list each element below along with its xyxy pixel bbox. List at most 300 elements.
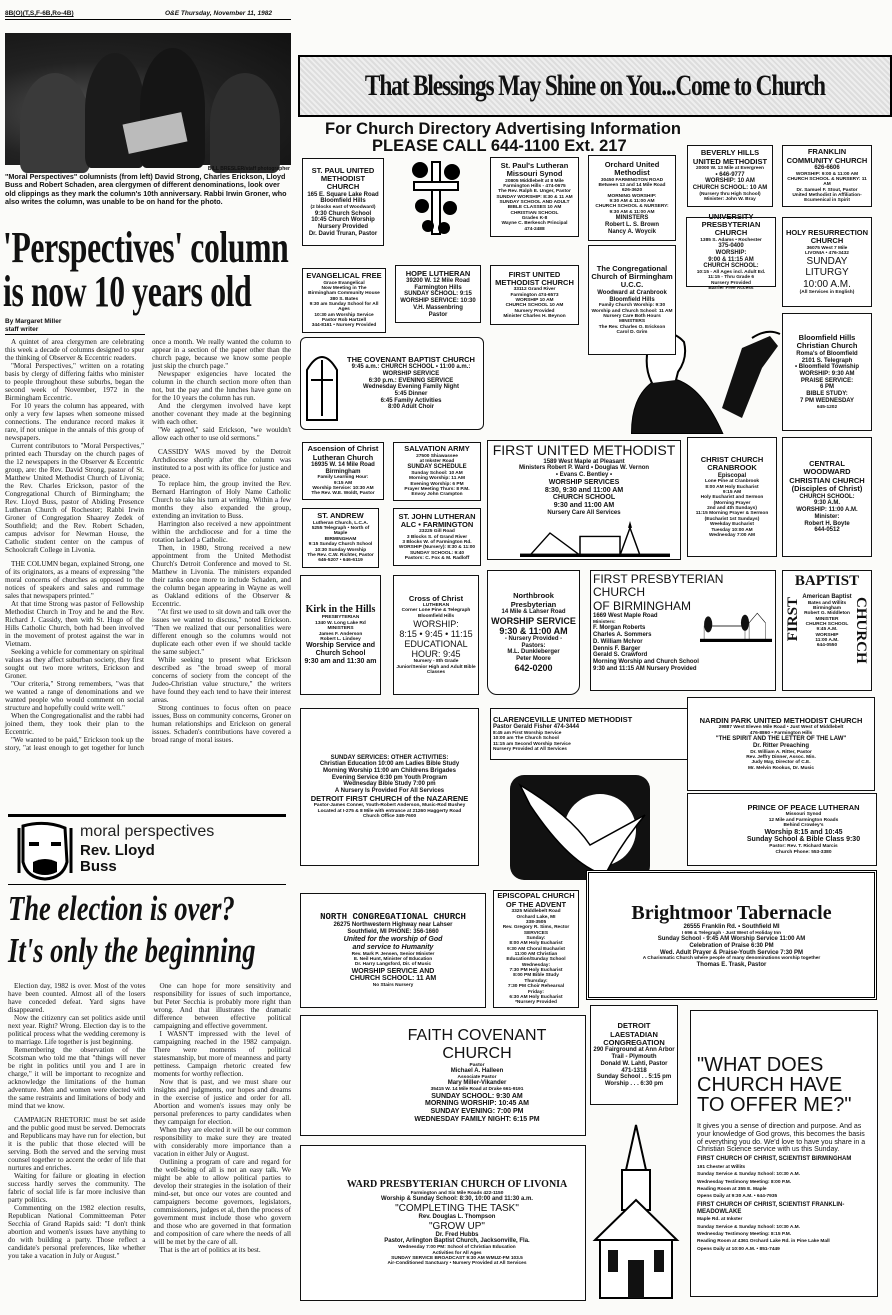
church-listing-st-andrew xyxy=(302,508,379,568)
church-listing-hope-lutheran xyxy=(395,265,481,323)
church-listing-st-john-lutheran xyxy=(393,508,481,566)
listing-detail: 14 Mile & Lahser Road xyxy=(501,608,566,615)
listing-detail: Wednesday Evening Family Night xyxy=(363,384,459,391)
article-paragraph: Election day, 1982 is over. Most of the votes have been counted. Almost all of the losers have conceded defeat. Yard signs have disappeared. xyxy=(8,982,146,1014)
listing-fine: 35415 W. 14 Mile Road at Drake 661-9191 xyxy=(430,1087,524,1093)
listing-fine: CHURCH SCHOOL xyxy=(805,621,849,627)
article-paragraph: Remembering the observation of the Scotsman who told me that "things will never be right in politics until you and I are in charge," it will be important to recognize and acknowledge the limitations of the human adventure. Men and women were elected with the same restraints and limitations of body and mind that we know. xyxy=(8,1046,146,1110)
listing-fine: 11:15 - Thru Grade 6 xyxy=(707,275,755,281)
listing-detail: 644-0512 xyxy=(814,527,840,534)
listing-detail: "THE SPIRIT AND THE LETTER OF THE LAW" xyxy=(715,736,847,743)
listing-detail: 8:00 Adult Choir xyxy=(387,404,435,411)
listing-big: FAITH COVENANT CHURCH xyxy=(407,1027,547,1063)
listing-fine: 9:30 AM & 11:00 AM xyxy=(609,198,655,204)
listing-fine: CHURCH SCHOOL 10 AM xyxy=(505,303,564,309)
listing-fine: 646-5207 • 646-6119 xyxy=(318,558,363,564)
listing-fine: Carol D. Grim xyxy=(616,330,648,336)
listing-detail: 290 Fairground at Ann Arbor Trail - Plymouth xyxy=(593,1047,675,1061)
listing-detail: 6:45 Family Activities xyxy=(380,397,442,404)
listing-fine: 9:30 AM & 11:00 AM xyxy=(609,209,655,215)
listing-detail: M.L. Dunkleberger xyxy=(507,649,560,656)
listing-detail: Dennis F. Barger xyxy=(593,645,641,652)
listing-detail: 375-0400 xyxy=(718,243,744,250)
photo-caption: "Moral Perspectives" columnists (from left) David Strong, Charles Erickson, Lloyd Buss and Robert Schaden, area clergymen of different denominations, look over old clippings as they mark the column's 10th anniversary. Rabbi Irwin Groner, who also writes the column, was unable to be on hand for the photo. xyxy=(5,172,287,206)
listing-fine: The Rev. Charles O. Erickson xyxy=(598,324,666,330)
listing-name: CHRIST CHURCH CRANBROOK xyxy=(700,454,764,473)
listing-service: MORNING WORSHIP: 10:45 AM xyxy=(425,1100,529,1108)
listing-name: NORTH CONGREGATIONAL CHURCH xyxy=(320,912,466,923)
listing-fine: Evening Worship: 6 PM xyxy=(410,481,464,487)
listing-fine: Ministers: xyxy=(593,620,616,626)
listing-fine: 10:00 am The Church School xyxy=(493,736,559,742)
listing-fine: I 696 & Telegraph · Just West of Holiday Inn xyxy=(681,930,782,936)
church-listing-ascension-lutheran xyxy=(302,442,384,500)
listing-detail: Evening Service 6:30 pm Youth Program xyxy=(331,774,448,781)
listing-detail: SUNDAY SCHOOL: 9:15 xyxy=(404,291,472,298)
listing-service: 8:30, 9:30 and 11:00 AM xyxy=(544,486,624,494)
listing-fine: The Rev. C.W. Richter, Pastor xyxy=(307,552,374,558)
listing-fine: E. Neil Hunt, Minister of Education xyxy=(353,956,433,962)
listing-fine: Dr. Samuel F. Stout, Pastor xyxy=(796,187,858,193)
listing-fine: The Rev. W.E. Woldt, Pastor xyxy=(311,491,375,497)
listing-detail: Bloomfield Hills xyxy=(320,198,366,205)
listing-detail: Celebration of Praise 6:30 PM xyxy=(689,942,774,949)
church-listing-north-congregational xyxy=(300,893,486,1008)
column-headline-line2: It's only the beginning xyxy=(8,931,256,970)
listing-name: CLARENCEVILLE UNITED METHODIST xyxy=(493,714,633,724)
listing-fine: 36075 West 7 Mile xyxy=(806,245,848,251)
listing-detail: V.H. Massenbring xyxy=(413,304,463,311)
article-paragraph: When the Congregationalist and the rabbi had joined them, they took their plan to the Eccentric. xyxy=(5,712,144,736)
listing-name: Cross of Christ xyxy=(408,593,464,603)
listing-fine: 20805 Middlebelt at 8 Mile xyxy=(505,178,564,184)
listing-fine: Friday: xyxy=(528,989,544,995)
listing-detail: Roma's of Bloomfield xyxy=(796,350,858,357)
listing-fine: Pastors: C. Fox & M. Radloff xyxy=(404,556,470,562)
listing-service: CHURCH SCHOOL: 11 AM xyxy=(349,975,437,983)
listing-fine: Orchard Lake, MI xyxy=(516,914,556,920)
listing-detail: FIRST CHURCH OF CHRIST, SCIENTIST FRANKLIN-MEADOWLAKE xyxy=(697,1201,845,1215)
listing-detail: Dr. David Truran, Pastor xyxy=(308,230,378,237)
divider xyxy=(5,19,291,20)
listing-fine: Located at I-275 & 8 Mile with entrance at 21260 Haggerty Road xyxy=(317,808,462,814)
listing-fine: Junior/Senior High and Adult Bible Classes xyxy=(396,664,476,676)
listing-name: ST. ANDREW xyxy=(317,511,364,521)
listing-fine: The Rev. Ralph E. Unger, Pastor xyxy=(498,189,571,195)
listing-fine: Bates and Willits xyxy=(807,600,847,606)
listing-service: 642-0200 xyxy=(514,662,553,673)
listing-fine: CHURCH SCHOOL & NURSERY: xyxy=(595,204,669,210)
listing-fine: 8:00 PM Bible Study xyxy=(513,973,559,979)
dove-illustration xyxy=(510,775,650,880)
church-listing-central-woodward xyxy=(782,437,872,557)
listing-name: ALC • FARMINGTON xyxy=(400,519,474,529)
listing-service: WORSHIP SERVICES xyxy=(548,478,620,486)
church-listing-beverly-hills-umc xyxy=(687,145,773,207)
church-listing-brightmoor-tabernacle xyxy=(586,870,877,1000)
listing-service: 9:30 am and 11:30 am xyxy=(304,657,377,665)
listing-fine: (Eucharist 1st Sundays) xyxy=(704,516,760,522)
listing-detail: Pastor xyxy=(428,311,448,318)
listing-detail: Ministers Robert P. Ward • Douglas W. Vernon xyxy=(518,465,650,472)
page-folio: 8B(O)(T,S,F-6B,Ro-4B) xyxy=(5,10,74,17)
listing-slogan: and service to Humanity xyxy=(352,943,434,951)
article-paragraph: Commenting on the 1982 election results, Republican National Committeeman Peter Secchia of Grand Rapids said: "I don't think abortion and women's issues have anything to do with building a party. Those reflect a candidate's personal preferences, like whether you take a vacation in July or August." xyxy=(8,1204,146,1260)
article-paragraph: One can hope for more sensitivity and responsibility for issues of such importance, but Peter Secchia is probably more right than wrong. And that illustrates the dramatic difference between effective political campaigning and effective government. xyxy=(153,982,291,1030)
church-listing-detroit-laestadian xyxy=(590,1005,678,1105)
listing-service: SUNDAY EVENING: 7:00 PM xyxy=(430,1108,524,1116)
listing-fine: 8:00 AM Holy Eucharist xyxy=(705,484,759,490)
listing-detail: Charles A. Sommers xyxy=(593,632,652,639)
listing-detail: Morning Worship and Church School xyxy=(593,658,699,665)
listing-fine: Family Church Worship: 9:30 xyxy=(598,303,666,309)
listing-detail: FIRST CHURCH OF CHRIST, SCIENTIST BIRMINGHAM xyxy=(697,1156,852,1163)
article-headline: 'Perspectives' column is now 10 years old xyxy=(3,223,289,316)
listing-fine: Wednesday 7:00 AM xyxy=(708,532,756,538)
listing-slogan: United for the worship of God xyxy=(343,935,443,943)
columnist-portrait xyxy=(15,822,75,880)
listing-fine: 11:15 Morning Prayer & Sermon xyxy=(695,511,769,517)
listing-name: Northbrook Presbyterian xyxy=(510,591,557,609)
listing-name: CHURCH xyxy=(853,597,869,664)
church-illustration xyxy=(700,610,772,642)
listing-fine: 344-8161 • Nursery Provided xyxy=(311,323,377,329)
listing-big: "COMPLETING THE TASK" xyxy=(395,1202,519,1214)
listing-big: FIRST PRESBYTERIAN CHURCH xyxy=(593,572,724,600)
banner-title: That Blessings May Shine on You...Come to Church xyxy=(364,69,826,102)
article-paragraph: Outlining a program of care and regard for the well-being of all is not an easy talk. We might be able to allow political parties to develop their strategies in the isolation of their mind-set, but once our votes are counted and campaigners become governors, legislators, commissioners, judges et al, then the process of government must include those who govern and those who are governed in that formation and composition of care where the needs of all will be met by the care of all. xyxy=(153,1158,291,1246)
listing-detail: 9:30 and 11:15 AM Nursery Provided xyxy=(593,665,697,672)
church-listing-bloomfield-christian xyxy=(782,313,872,431)
listing-fine: Thursday: xyxy=(524,978,548,984)
listing-fine: Wayne C. Berkesch Principal xyxy=(501,221,568,227)
listing-fine: Nursery Provided xyxy=(514,308,555,314)
listing-fine: CHRISTIAN SCHOOL xyxy=(510,210,559,216)
listing-big: 8:15 • 9:45 • 11:15 xyxy=(399,629,473,640)
listing-fine: Rev. Jeffry Dinner, Assoc. Min. xyxy=(746,754,816,760)
listing-detail: SUNDAY SCHEDULE xyxy=(407,464,467,471)
listing-fine: Judy May, Director of C.E. xyxy=(751,760,811,766)
listing-fine: 12 Mile and Farmington Roads xyxy=(768,817,839,823)
listing-name: HOLY RESURRECTION CHURCH xyxy=(785,227,869,246)
listing-detail: Donald W. Lahti, Pastor xyxy=(600,1060,668,1067)
listing-detail: Woodward at Cranbrook xyxy=(597,289,667,296)
listing-big: HOUR: 9:45 xyxy=(411,649,461,660)
listing-detail: 16935 W. 14 Mile Road xyxy=(311,461,375,468)
listing-fine: 11:00 AM Christian Education/Sunday School xyxy=(506,952,566,963)
listing-service: SUNDAY SCHOOL: 9:30 AM xyxy=(431,1092,523,1100)
listing-detail: 1589 West Maple at Pleasant xyxy=(543,458,625,465)
listing-fine: Maple Rd. at Inkster xyxy=(697,1217,743,1223)
listing-fine: 3 Blocks W. of Farmington Rd. xyxy=(402,540,472,546)
listing-fine: 10:30 am Worship Service xyxy=(314,312,374,318)
listing-fine: (All Services in English) xyxy=(799,289,855,295)
listing-detail: WORSHIP SERVICE: 10:30 xyxy=(400,298,476,305)
listing-big: 10:00 A.M. xyxy=(803,278,851,290)
listing-detail: Morning Worship 11:00 am Childrens Brigades xyxy=(323,768,456,775)
listing-big: FIRST UNITED METHODIST xyxy=(492,442,676,458)
listing-fine: LUTHERAN xyxy=(422,602,450,608)
column-body xyxy=(8,982,291,1260)
listing-fine: LIVONIA • 476-3432 xyxy=(805,250,849,256)
listing-detail: Nursery Provided xyxy=(317,223,369,230)
listing-fine: 9:15 AM xyxy=(333,480,353,486)
listing-fine: 1340 W. Long Lake Rd xyxy=(315,620,366,626)
listing-fine: Morning Worship: 11 AM xyxy=(409,476,465,482)
listing-detail: 5:45 Dinner xyxy=(394,391,428,398)
listing-fine: Grades K-8 xyxy=(521,216,548,222)
listing-fine: Nursery Care Both Hours xyxy=(603,313,661,319)
listing-service: WEDNESDAY FAMILY NIGHT: 6:15 PM xyxy=(414,1115,540,1123)
listing-name: EVANGELICAL FREE xyxy=(306,271,382,281)
article-paragraph: Harrington also received a new appointment within the archdiocese and for a time the rotation lacked a Catholic. xyxy=(152,520,291,544)
listing-fine: 3 Blocks S. of Grand River xyxy=(406,534,468,540)
listing-detail: Pastors: xyxy=(521,642,546,649)
listing-fine: SERVICES xyxy=(523,930,549,936)
listing-fine: Opens Daily at 10:00 A.M. • 851-7449 xyxy=(697,1246,780,1252)
listing-detail: 9:00 & 11:15 AM xyxy=(708,256,754,263)
photo-credit: BILL BRESLER/staff photographer xyxy=(207,166,290,172)
church-listing-episcopal-advent xyxy=(493,890,579,1008)
listing-fine: Barrier Free Access xyxy=(708,286,754,292)
church-listing-christian-science xyxy=(690,1010,878,1297)
listing-detail: Gerald S. Crawford xyxy=(593,652,648,659)
listing-fine: Dr. Harry Langsford, Dir. of Music xyxy=(354,962,432,968)
listing-fine: 626-3620 xyxy=(621,188,643,194)
article-paragraph: Current contributors to "Moral Perspectives," printed each Thursday on the church pages of the 12 newspapers in the Observer & Eccentric group, are: the Rev. David Strong, pastor of St. Matthew United Methodist Church of Livonia; the Rev. Charles Erickson, pastor of the Congregational Church of Birmingham; the Rev. Lloyd Buss, pastor of Abiding Presence Lutheran Church of Rochester; Rabbi Irwin Groner of Congregation Shaarey Zedek of Southfield; and the Rev. Robert Schaden, campus advisor for Newman House, the Catholic student center on the campus of Schoolcraft College in Livonia. xyxy=(5,442,144,554)
article-paragraph: "At first we used to sit down and talk over the issues we wanted to discuss," noted Erickson. "Then we realized that our personalities were different enough so the columns would not duplicate each other even if we should tackle the same subject." xyxy=(152,608,291,656)
listing-name: The Congregational Church of Birmingham U.C.C. xyxy=(591,263,673,290)
listing-fine: Tuesday 10:00 AM xyxy=(711,527,753,533)
church-illustration xyxy=(520,521,670,557)
listing-fine: Minister Charles H. Beynon xyxy=(503,314,566,320)
church-listing-congregational-birmingham xyxy=(588,245,676,355)
listing-service: Worship 8:15 and 10:45 xyxy=(764,828,843,836)
church-listing-st-pauls-lutheran xyxy=(490,157,579,237)
church-listing-christ-church-cranbrook xyxy=(687,437,777,557)
listing-fine: Envoy John Crampton xyxy=(411,492,463,498)
church-listing-cross-of-christ xyxy=(393,575,479,695)
article-paragraph: While seeking to present what Erickson described as "the broad sweep of moral concerns of society from the concept of the Judeo-Christian value structure," the writers have found they each tend to have their interest areas. xyxy=(152,656,291,704)
listing-detail: Minister: xyxy=(814,513,840,520)
listing-detail: • 646-9777 xyxy=(715,171,745,178)
listing-fine: 20000 W. 13 Mile at Evergreen xyxy=(696,166,764,172)
listing-detail: Worship . . . 6:30 pm xyxy=(604,1081,664,1088)
listing-detail: 471-1318 xyxy=(621,1067,647,1074)
listing-fine: PRESBYTERIAN xyxy=(321,615,360,621)
listing-fine: 11:15 am Second Worship Service xyxy=(493,741,571,747)
listing-name: NARDIN PARK UNITED METHODIST CHURCH xyxy=(699,716,863,725)
listing-fine: Church Office 348-7600 xyxy=(362,814,417,820)
listing-name: THE COVENANT BAPTIST CHURCH xyxy=(347,354,475,364)
listing-fine: Opens Daily at 9:30 A.M. • 644-7935 xyxy=(697,1194,778,1200)
listing-fine: Air-Conditioned Sanctuary • Nursery Provided at All Services xyxy=(387,1261,527,1267)
listing-fine: Between 13 and 14 Mile Road xyxy=(598,182,666,188)
listing-fine: Pastor-James Conner, Youth-Robert Anderson, Music-Rod Bushey xyxy=(313,803,466,809)
listing-fine: Nursery Provided at All Services xyxy=(493,746,567,752)
listing-fine: 644-0550 xyxy=(816,643,838,649)
listing-fine: 10:15 - All Ages incl. Adult Ed. xyxy=(696,269,766,275)
listing-fine: WORSHIP xyxy=(815,632,839,638)
listing-fine: 3325 Middlebelt Road xyxy=(511,909,561,915)
listing-fine: 380 S. Bates xyxy=(329,296,359,302)
church-listing-nardin-park-umc xyxy=(687,697,875,791)
listing-fine: at Inkster Road xyxy=(419,458,455,464)
listing-name: FIRST xyxy=(785,597,801,642)
listing-detail: Dr. Fred Hubbs xyxy=(435,1231,479,1238)
listing-fine: Sunday: xyxy=(526,935,546,941)
listing-fine: Nursery Provided xyxy=(711,280,751,286)
listing-detail: Birmingham xyxy=(325,468,361,475)
article-paragraph: "We wanted to be paid," Erickson took up the story, "at least enough to get together for lunch once a month. We really wanted the column to appear in a section of the paper other than the church page, because we know some people just skip the church page." xyxy=(5,338,291,752)
listing-fine: Farmington 474-6573 xyxy=(510,292,559,298)
listing-fine: 6:30 AM Holy Eucharist xyxy=(509,994,563,1000)
listing-detail: CHURCH SCHOOL: xyxy=(703,263,759,270)
listing-fine: Corner Lone Pine & Telegraph xyxy=(401,608,471,614)
listing-big: WORSHIP: xyxy=(413,619,459,630)
listing-fine: 23225 Gill Road xyxy=(419,529,455,535)
listing-fine: MINISTER xyxy=(815,616,839,622)
listing-fine: Pastor xyxy=(469,1062,485,1068)
listing-detail: Christian Education 10:00 am Ladies Bible Study xyxy=(319,761,460,768)
listing-detail: D. William McIvor xyxy=(593,638,643,645)
listing-fine: Dr. William A. Ritter, Pastor xyxy=(750,749,812,755)
listing-name: ST. PAUL UNITED METHODIST CHURCH xyxy=(311,165,375,192)
listing-detail: 10:45 Church Worship xyxy=(311,217,375,224)
listing-detail: 2101 S. Telegraph xyxy=(801,357,853,364)
listing-fine: 33112 Grand River xyxy=(513,287,556,293)
listing-detail: Thomas E. Trask, Pastor xyxy=(696,961,767,968)
listing-fine: Behind Crowley's xyxy=(783,823,824,829)
listing-fine: Wednesday 7:00 PM: School of Christian Education xyxy=(398,1245,516,1251)
listing-fine: Birmingham Community House xyxy=(308,291,380,297)
listing-fine: Reading Room at 355 E. Maple xyxy=(697,1187,767,1193)
listing-fine: 10:30 Sunday Worship xyxy=(314,547,367,553)
dateline: O&E Thursday, November 11, 1982 xyxy=(165,10,272,17)
listing-name: DETROIT FIRST CHURCH of the NAZARENE xyxy=(310,793,469,803)
listing-service: WORSHIP SERVICE xyxy=(491,615,576,626)
article-paragraph: To replace him, the group invited the Rev. Bernard Harrington of Holy Name Catholic Church to take his turn at writing. Within a few months they also expanded the group, extending an invitation to Buss. xyxy=(152,480,291,520)
listing-fine: 1385 S. Adams • Rochester xyxy=(700,237,762,243)
listing-fine: Minister: John W. Bray xyxy=(704,197,756,203)
listing-fine: Reading Room at 4361 Orchard Lake Rd. in Pine Lake Mall xyxy=(697,1239,830,1245)
listing-detail: Dr. Ritter Preaching xyxy=(752,742,809,749)
article-paragraph: Strong continues to focus often on peace issues, Buss on community concerns, Groner on human relationships and Erickson on general issues. Schaden's contributions have covered a broad range of moral issues. xyxy=(152,704,291,744)
listing-detail: 626-6606 xyxy=(814,164,840,171)
listing-detail: SUNDAY SERVICES: OTHER ACTIVITIES: xyxy=(330,754,449,761)
listing-name: PRINCE OF PEACE LUTHERAN xyxy=(747,803,860,813)
listing-fine: SUNDAY SERVICE BROADCAST 9:30 AM WMUZ-FM 103.5 xyxy=(391,1255,523,1261)
divider xyxy=(8,884,286,885)
listing-service: WORSHIP SERVICE AND xyxy=(351,967,435,975)
listing-detail: WORSHIP: xyxy=(715,249,747,256)
listing-fine: James F. Anderson xyxy=(318,631,363,637)
listing-detail: Peter Moore xyxy=(516,656,551,662)
church-listing-salvation-army xyxy=(393,442,481,501)
article-paragraph: Then, in 1980, Strong received a new appointment from the United Methodist Church's Detroit Conference and moved to St. Matthew in Livonia. The ministers expanded their ranks once more to include Schaden, and the column began appearing in Wayne as well as Oakland editions of the Observer & Eccentric. xyxy=(152,544,291,608)
listing-detail: 26275 Northwestern Highway near Lahser xyxy=(333,922,453,929)
byline-author: By Margaret Miller xyxy=(5,318,62,325)
listing-fine: 30450 FARMINGTON ROAD xyxy=(600,177,664,183)
listing-name: DETROIT LAESTADIAN CONGREGATION xyxy=(603,1021,665,1048)
article-paragraph: "We agreed," said Erickson, "we wouldn't allow each other to use old sermons." xyxy=(152,426,291,442)
church-listing-faith-covenant xyxy=(300,1015,586,1136)
listing-name: Bloomfield Hills Christian Church xyxy=(796,333,858,351)
listing-name: (Disciples of Christ) xyxy=(791,484,863,494)
article-paragraph: And the clergymen involved have kept another covenant they made at the beginning with each other. xyxy=(152,402,291,426)
listing-detail: Sunday School - 9:45 AM Worship Service 11:00 AM xyxy=(657,936,806,943)
church-listing-ward-presbyterian xyxy=(300,1145,586,1301)
article-paragraph: "Moral Perspectives," written on a rotating basis by clergy of differing faiths who minister to people throughout these suburbs, began the second week of November, 1972 in the Birmingham Eccentric. xyxy=(5,362,144,402)
listing-fine: Pastor: Rev. T. Richard Marcis xyxy=(769,844,838,850)
listing-fine: WORSHIP 10 AM xyxy=(515,298,554,304)
listing-fine: Sunday Service & Sunday School: 10:30 A.M. xyxy=(697,1224,800,1230)
listing-fine: WORSHIP: 9:00 & 11:00 AM xyxy=(795,171,859,177)
listing-fine: Wednesday: xyxy=(521,962,551,968)
listing-detail: Worship & Sunday School: 8:30, 10:00 and 11:30 a.m. xyxy=(381,1195,533,1202)
listing-service: Sunday School & Bible Class 9:30 xyxy=(746,836,861,844)
church-listing-northbrook-presbyterian xyxy=(487,570,580,695)
listing-service: CHURCH SCHOOL xyxy=(552,494,616,502)
byline xyxy=(5,318,61,333)
listing-detail: 9:45 a.m.: CHURCH SCHOOL • 11:00 a.m.: xyxy=(351,364,471,371)
column-title: moral perspectives xyxy=(80,823,215,840)
listing-fine: 9:15 Sunday Church School xyxy=(308,542,373,548)
article-paragraph: Waiting for failure or gloating in election success hardly serves the community. The fabric of social life is far more inclusive than party politics. xyxy=(8,1172,146,1204)
listing-fine: Holy Eucharist and Sermon xyxy=(700,495,764,501)
listing-fine: 9:15 AM xyxy=(722,489,742,495)
listing-detail: BIBLE STUDY: xyxy=(806,391,848,398)
listing-fine: 11:00 A.M. xyxy=(815,638,839,644)
listing-fine: Worship Service: 10:30 AM xyxy=(312,486,374,492)
church-listing-kirk-in-the-hills xyxy=(300,575,381,695)
listing-detail: Pastor Gerald Fisher 474-3444 xyxy=(493,724,580,731)
listing-fine: Birmingham xyxy=(813,605,841,611)
listing-fine: Grace Evangelical xyxy=(323,280,365,286)
listing-fine: WORSHIP (Nursery): 8:30 & 11:00 xyxy=(398,545,476,551)
article-paragraph: I WASN'T impressed with the level of campaigning reached in the 1982 campaign. There were moments of political statesmanship, but more of meanness and party pettiness. Campaign rhetoric created few moments for worthy reflection. xyxy=(153,1030,291,1078)
listing-detail: Bloomfield Hills xyxy=(609,296,655,303)
listing-big: OF BIRMINGHAM xyxy=(593,598,691,613)
listing-detail: Robert H. Boyte xyxy=(804,520,850,527)
listing-fine: Rev. Gregory R. Sims, Rector xyxy=(502,925,570,931)
column-author: Rev. Lloyd Buss xyxy=(80,842,155,875)
listing-fine: MINISTERS xyxy=(618,319,646,325)
listing-fine: 191 Chester at Willits xyxy=(697,1165,746,1170)
listing-detail: 26555 Franklin Rd. • Southfield MI xyxy=(683,924,780,931)
listing-fine: 8:45 am First Worship Service xyxy=(493,730,562,736)
listing-fine: Farmington and Six Mile Roads 422-1150 xyxy=(410,1190,504,1196)
listing-detail: 9:30 A.M. xyxy=(813,500,841,507)
article-body xyxy=(5,338,291,752)
listing-fine: Farmington Hills - 474-0675 xyxy=(503,183,566,189)
listing-detail: • Bloomfield Township xyxy=(795,364,859,371)
article-paragraph: CAMPAIGN RHETORIC must be set aside and the public good must be served. Democrats and Republicans may have run for election, but it is the public that those elected will be serving. Both the served and the serving must counsel together to accent the order of life that nurtures and enriches. xyxy=(8,1116,146,1172)
listing-detail: Pastor, Arlington Baptist Church, Jacksonville, Fla. xyxy=(384,1238,530,1245)
listing-fine: 9:45 A.M. xyxy=(816,627,838,633)
church-listing-st-paul-umc xyxy=(302,158,384,246)
listing-detail: WORSHIP: 9:30 AM xyxy=(799,370,855,377)
byline-role: staff writer xyxy=(5,325,39,333)
listing-fine: Church Phone: 553-3380 xyxy=(775,849,832,855)
listing-detail: It gives you a sense of direction and purpose. And as your knowledge of God grows, this becomes the basis of everything you do. We'd love to have you share in a Christian Science service with us this Sunday. xyxy=(697,1122,866,1154)
listing-name: Orchard United Methodist xyxy=(604,159,660,178)
listing-detail: A Nursery Is Provided For All Services xyxy=(334,788,445,795)
listing-fine: Robert L. Lindsey xyxy=(320,636,361,642)
article-paragraph: For 10 years the column has appeared, with only a very few lapses when someone missed connections. The endurance record makes it rare, if not unique in the annals of this group of newspapers. xyxy=(5,402,144,442)
listing-name: St. Paul's Lutheran Missouri Synod xyxy=(500,160,569,179)
listing-name: SALVATION ARMY xyxy=(404,444,470,454)
